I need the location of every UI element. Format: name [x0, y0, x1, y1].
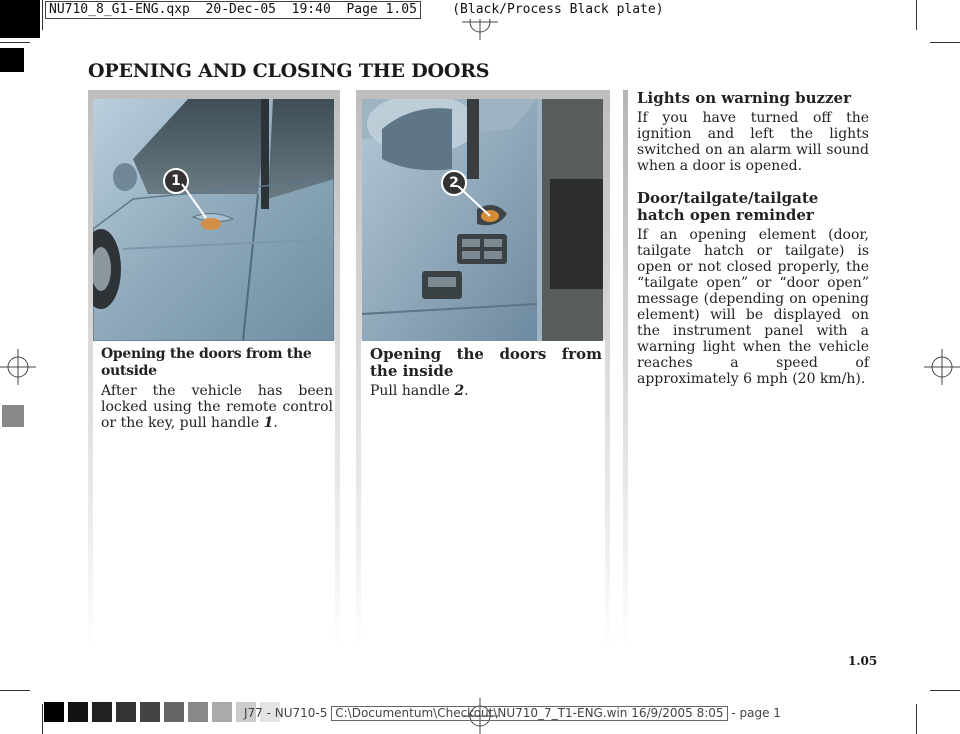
color-swatch	[164, 702, 184, 722]
right-column-rule	[623, 90, 628, 650]
slug-time: 19:40	[291, 2, 331, 17]
left-column-text	[101, 346, 333, 431]
footer-code: J77 - NU710-5	[244, 706, 328, 720]
callout-1: 1	[163, 168, 189, 194]
color-swatch	[116, 702, 136, 722]
crop-mark	[930, 42, 960, 43]
car-exterior-illustration	[93, 99, 334, 341]
crop-mark	[916, 704, 917, 734]
footer-path: C:\Documentum\Checkout\NU710_7_T1-ENG.win 16/9/2005 8:05	[331, 706, 727, 721]
slug-tag	[45, 1, 421, 19]
lights-warning-heading: Lights on warning buzzer	[637, 89, 851, 107]
slug-line	[45, 1, 695, 19]
door-interior-photo	[362, 99, 603, 341]
registration-block-gray	[2, 405, 24, 427]
callout-2-leader	[456, 184, 496, 220]
registration-block-side	[0, 48, 24, 72]
callout-2: 2	[441, 170, 467, 196]
callout-1-leader	[180, 182, 210, 222]
slug-plate: (Black/Process Black plate)	[452, 2, 664, 17]
crop-mark	[0, 42, 30, 43]
color-swatch	[92, 702, 112, 722]
lights-warning-body: If you have turned off the ignition and left the lights switched on an alarm will sound when a door is opened.	[637, 110, 869, 174]
slug-file: NU710_8_G1-ENG.qxp	[49, 2, 190, 17]
crop-mark	[0, 690, 30, 691]
car-exterior-photo	[93, 99, 334, 341]
footer-info	[244, 706, 781, 721]
slug-date: 20-Dec-05	[205, 2, 276, 17]
left-body-ref: 1	[263, 415, 274, 431]
page-title: OPENING AND CLOSING THE DOORS	[88, 60, 490, 82]
middle-body-suffix: .	[464, 383, 469, 399]
open-reminder-heading: Door/tailgate/tailgate hatch open reminder	[637, 189, 819, 224]
color-swatch	[68, 702, 88, 722]
crop-mark	[916, 0, 917, 30]
crop-mark	[930, 690, 960, 691]
registration-target	[0, 349, 36, 385]
left-body-text: After the vehicle has been locked using the remote control or the key, pull handle	[101, 383, 333, 431]
registration-block-top	[0, 0, 40, 38]
middle-column-heading: Opening the doors from the inside	[370, 345, 602, 380]
slug-page: Page 1.05	[346, 2, 417, 17]
middle-body-ref: 2	[454, 383, 465, 399]
color-swatch	[188, 702, 208, 722]
middle-column-body	[370, 383, 602, 399]
right-column-text	[637, 90, 869, 387]
middle-column-text	[370, 346, 602, 399]
door-interior-illustration	[362, 99, 603, 341]
left-column-body	[101, 383, 333, 431]
crop-mark	[42, 0, 43, 30]
middle-body-text: Pull handle	[370, 383, 455, 399]
left-column-heading: Opening the doors from the outside	[101, 346, 312, 379]
page-number: 1.05	[848, 654, 878, 668]
footer-page: - page 1	[731, 706, 781, 720]
left-body-suffix: .	[273, 415, 278, 431]
color-swatch	[44, 702, 64, 722]
crop-mark	[42, 704, 43, 734]
color-swatch	[140, 702, 160, 722]
registration-target	[924, 349, 960, 385]
color-swatch	[212, 702, 232, 722]
open-reminder-body: If an opening element (door, tailgate hatch or tailgate) is open or not closed properly, the “tailgate open” or “door open” message (depending on opening element) will be displayed on the instrument panel with a warning light when the vehicle reaches a speed of approximately 6 mph (20 km/h).	[637, 227, 869, 387]
